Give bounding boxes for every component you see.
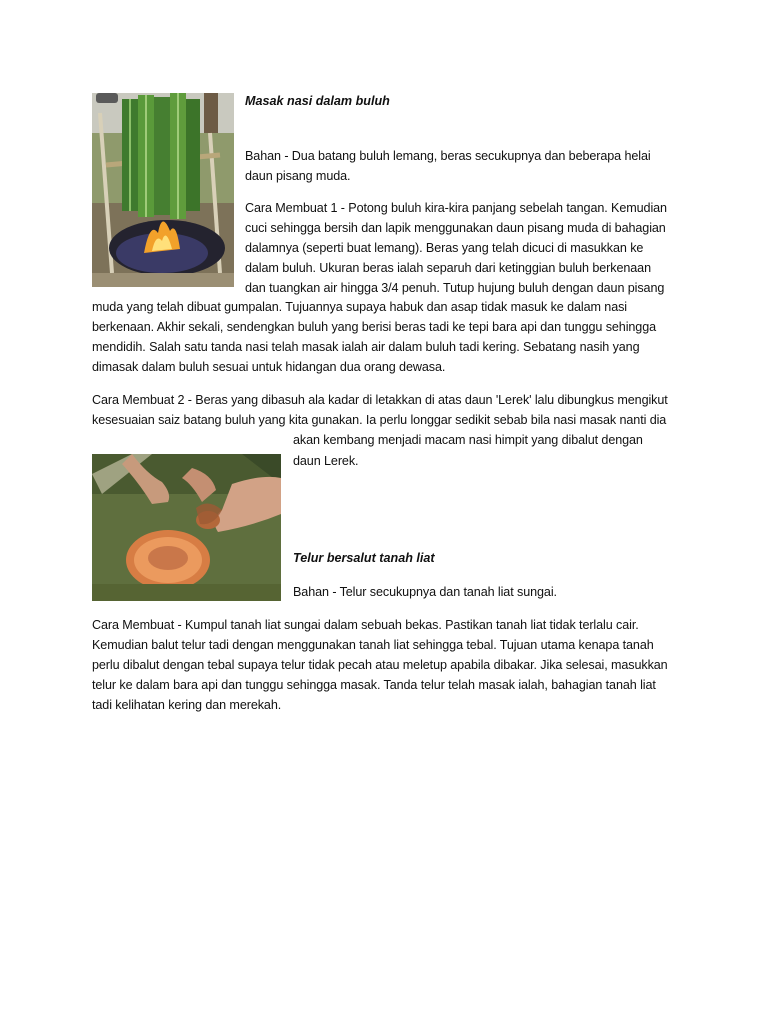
section-title-nasi-buluh: Masak nasi dalam buluh bbox=[245, 94, 390, 108]
cara1-line: dalam buluh. Ukuran beras ialah separuh dari ketinggian buluh berkenaan bbox=[245, 261, 651, 275]
cara1-line: cuci sehingga bersih dan lapik menggunakan daun pisang muda di bahagian bbox=[245, 221, 666, 235]
cara2-line: Cara Membuat 2 - Beras yang dibasuh ala kadar di letakkan di atas daun 'Lerek' lalu dibungkus mengikut bbox=[92, 393, 668, 407]
cara1-full-line: mendidih. Salah satu tanda nasi telah masak ialah air dalam buluh tadi kering. Sebatang nasih yang bbox=[92, 340, 640, 354]
cara-telur-line: Cara Membuat - Kumpul tanah liat sungai dalam sebuah bekas. Pastikan tanah liat tidak terlalu cair. bbox=[92, 618, 639, 632]
cara2-line: kesesuaian saiz batang buluh yang kita gunakan. Ia perlu longgar sedikit sebab bila nasi masak nanti dia bbox=[92, 413, 667, 427]
bahan-telur: Bahan - Telur secukupnya dan tanah liat sungai. bbox=[293, 585, 557, 599]
cara1-full-line: muda yang telah dibuat gumpalan. Tujuannya supaya habuk dan asap tidak masuk ke dalam nasi bbox=[92, 300, 627, 314]
bamboo-fire-photo bbox=[92, 93, 234, 287]
cara2-indent-line: akan kembang menjadi macam nasi himpit yang dibalut dengan bbox=[293, 433, 643, 447]
cara1-full-line: dimasak dalam buluh sesuai untuk hidangan dua orang dewasa. bbox=[92, 360, 446, 374]
section-title-telur: Telur bersalut tanah liat bbox=[293, 551, 435, 565]
cara-telur-line: tadi kelihatan kering dan merekah. bbox=[92, 698, 282, 712]
cara1-full-line: berkenaan. Akhir sekali, sendengkan buluh yang berisi beras tadi ke tepi bara api dan tunggu sehingga bbox=[92, 320, 657, 334]
cara-telur-line: perlu dibalut dengan tebal supaya telur tidak pecah atau meletup apabila dibakar. Jika selesai, masukkan bbox=[92, 658, 668, 672]
bahan-nasi-buluh: Bahan - Dua batang buluh lemang, beras secukupnya dan beberapa helai daun pisang muda. bbox=[245, 149, 651, 183]
cara-telur-line: Kemudian balut telur tadi dengan menggunakan tanah liat sehingga tebal. Tujuan utama kenapa tanah bbox=[92, 638, 654, 652]
cara1-line: dan tuangkan air hingga 3/4 penuh. Tutup hujung buluh dengan daun pisang bbox=[245, 281, 665, 295]
cara1-line: Cara Membuat 1 - Potong buluh kira-kira panjang sebelah tangan. Kemudian bbox=[245, 201, 667, 215]
cara1-line: dalamnya (seperti buat lemang). Beras yang telah dicuci di masukkan ke bbox=[245, 241, 644, 255]
clay-egg-photo bbox=[92, 454, 281, 601]
cara2-indent-line: daun Lerek. bbox=[293, 454, 359, 468]
cara-telur-line: telur ke dalam bara api dan tunggu sehingga masak. Tanda telur telah masak ialah, bahagian tanah liat bbox=[92, 678, 656, 692]
